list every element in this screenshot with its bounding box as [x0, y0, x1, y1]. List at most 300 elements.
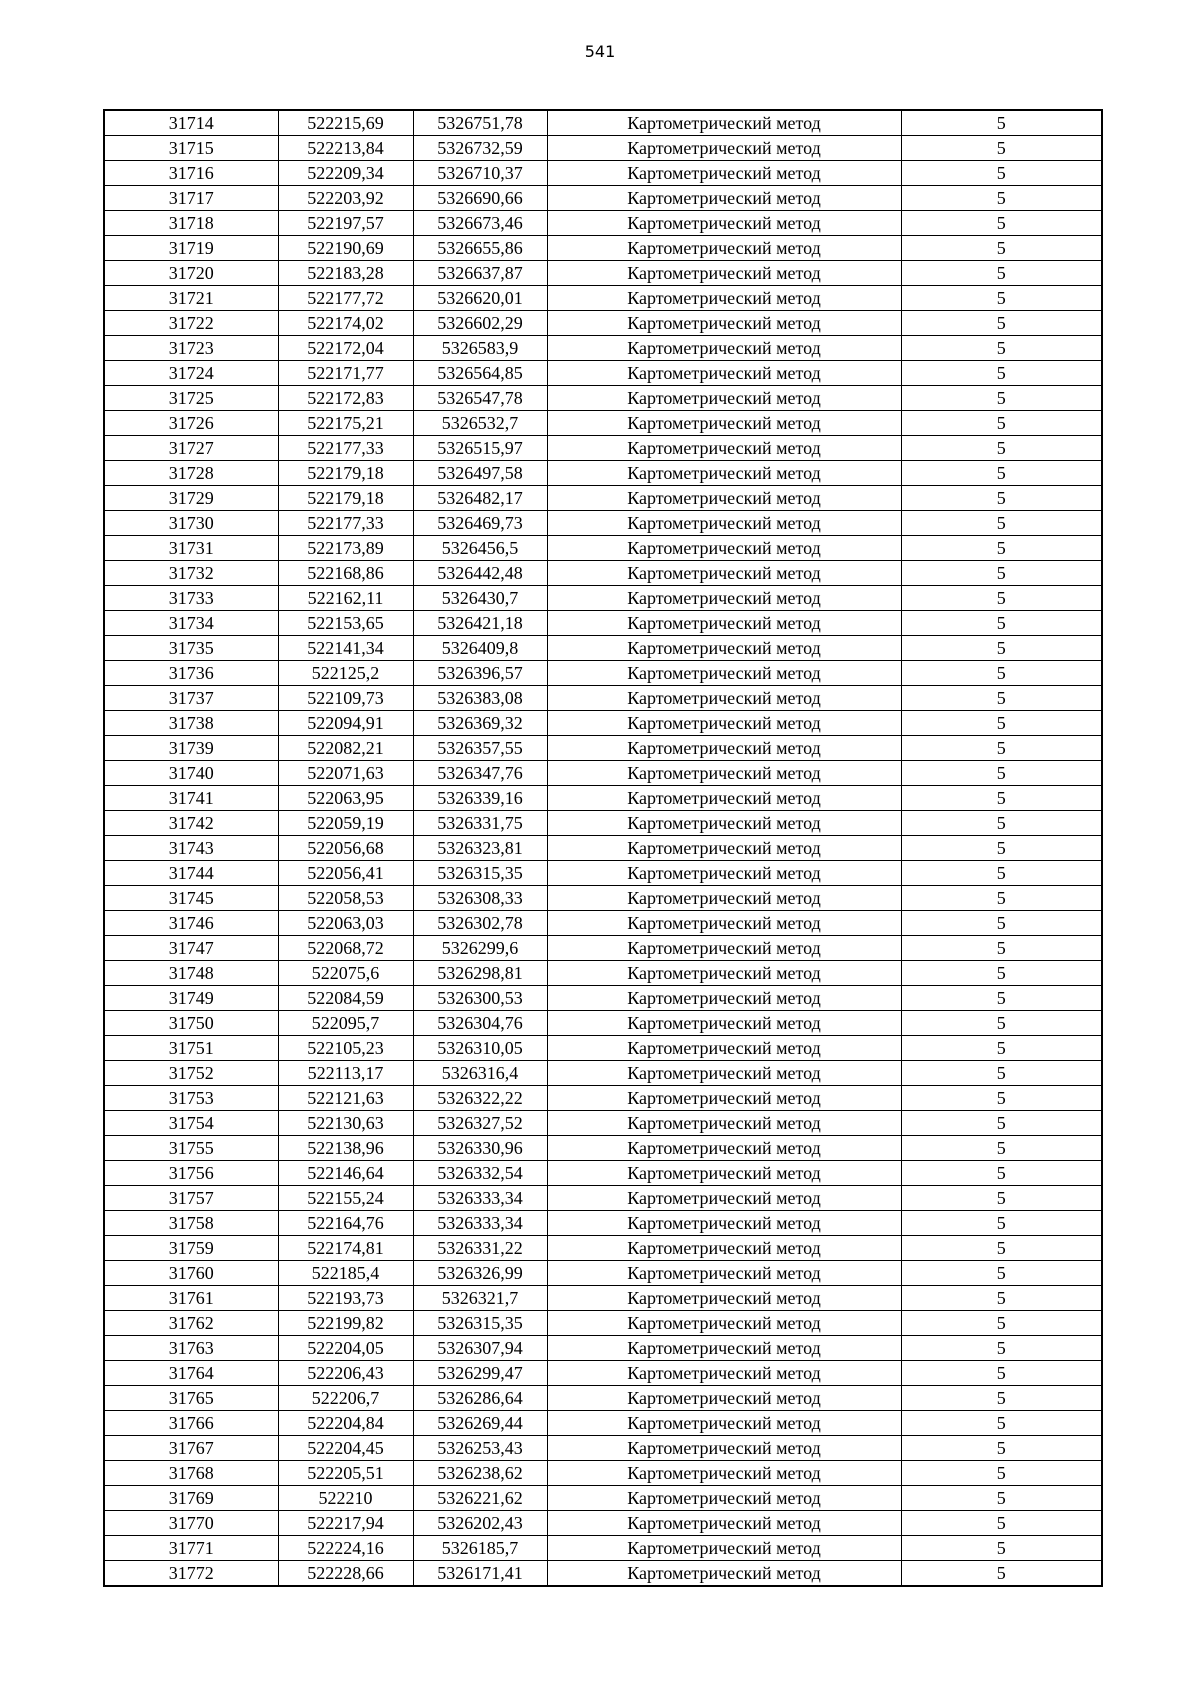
- point-number-cell: 31735: [104, 636, 278, 661]
- y-coordinate-cell: 5326253,43: [413, 1436, 547, 1461]
- accuracy-cell: 5: [901, 1311, 1102, 1336]
- y-coordinate-cell: 5326304,76: [413, 1011, 547, 1036]
- table-row: [104, 1061, 1102, 1086]
- point-number-cell: 31750: [104, 1011, 278, 1036]
- x-coordinate-cell: 522210: [278, 1486, 413, 1511]
- method-cell: Картометрический метод: [547, 611, 901, 636]
- x-coordinate-cell: 522105,23: [278, 1036, 413, 1061]
- accuracy-cell: 5: [901, 1536, 1102, 1561]
- point-number-cell: 31748: [104, 961, 278, 986]
- x-coordinate-cell: 522174,02: [278, 311, 413, 336]
- method-cell: Картометрический метод: [547, 1211, 901, 1236]
- method-cell: Картометрический метод: [547, 1436, 901, 1461]
- point-number-cell: 31768: [104, 1461, 278, 1486]
- table-row: [104, 1161, 1102, 1186]
- method-cell: Картометрический метод: [547, 1361, 901, 1386]
- page-number: 541: [584, 42, 616, 61]
- y-coordinate-cell: 5326330,96: [413, 1136, 547, 1161]
- point-number-cell: 31770: [104, 1511, 278, 1536]
- y-coordinate-cell: 5326430,7: [413, 586, 547, 611]
- y-coordinate-cell: 5326171,41: [413, 1561, 547, 1587]
- method-cell: Картометрический метод: [547, 786, 901, 811]
- method-cell: Картометрический метод: [547, 1111, 901, 1136]
- table-row: [104, 986, 1102, 1011]
- x-coordinate-cell: 522063,95: [278, 786, 413, 811]
- point-number-cell: 31745: [104, 886, 278, 911]
- y-coordinate-cell: 5326308,33: [413, 886, 547, 911]
- accuracy-cell: 5: [901, 1561, 1102, 1587]
- method-cell: Картометрический метод: [547, 961, 901, 986]
- method-cell: Картометрический метод: [547, 361, 901, 386]
- y-coordinate-cell: 5326602,29: [413, 311, 547, 336]
- y-coordinate-cell: 5326331,75: [413, 811, 547, 836]
- point-number-cell: 31716: [104, 161, 278, 186]
- x-coordinate-cell: 522068,72: [278, 936, 413, 961]
- accuracy-cell: 5: [901, 1086, 1102, 1111]
- point-number-cell: 31726: [104, 411, 278, 436]
- accuracy-cell: 5: [901, 1386, 1102, 1411]
- x-coordinate-cell: 522168,86: [278, 561, 413, 586]
- x-coordinate-cell: 522173,89: [278, 536, 413, 561]
- point-number-cell: 31746: [104, 911, 278, 936]
- y-coordinate-cell: 5326300,53: [413, 986, 547, 1011]
- accuracy-cell: 5: [901, 211, 1102, 236]
- point-number-cell: 31727: [104, 436, 278, 461]
- table-row: [104, 611, 1102, 636]
- method-cell: Картометрический метод: [547, 386, 901, 411]
- point-number-cell: 31740: [104, 761, 278, 786]
- point-number-cell: 31754: [104, 1111, 278, 1136]
- y-coordinate-cell: 5326185,7: [413, 1536, 547, 1561]
- table-row: [104, 836, 1102, 861]
- y-coordinate-cell: 5326299,47: [413, 1361, 547, 1386]
- x-coordinate-cell: 522209,34: [278, 161, 413, 186]
- method-cell: Картометрический метод: [547, 861, 901, 886]
- method-cell: Картометрический метод: [547, 1061, 901, 1086]
- x-coordinate-cell: 522113,17: [278, 1061, 413, 1086]
- x-coordinate-cell: 522213,84: [278, 136, 413, 161]
- method-cell: Картометрический метод: [547, 1536, 901, 1561]
- method-cell: Картометрический метод: [547, 1486, 901, 1511]
- x-coordinate-cell: 522109,73: [278, 686, 413, 711]
- method-cell: Картометрический метод: [547, 1011, 901, 1036]
- x-coordinate-cell: 522197,57: [278, 211, 413, 236]
- accuracy-cell: 5: [901, 461, 1102, 486]
- point-number-cell: 31756: [104, 1161, 278, 1186]
- y-coordinate-cell: 5326238,62: [413, 1461, 547, 1486]
- y-coordinate-cell: 5326269,44: [413, 1411, 547, 1436]
- accuracy-cell: 5: [901, 661, 1102, 686]
- x-coordinate-cell: 522063,03: [278, 911, 413, 936]
- point-number-cell: 31762: [104, 1311, 278, 1336]
- accuracy-cell: 5: [901, 886, 1102, 911]
- x-coordinate-cell: 522179,18: [278, 486, 413, 511]
- point-number-cell: 31751: [104, 1036, 278, 1061]
- y-coordinate-cell: 5326322,22: [413, 1086, 547, 1111]
- point-number-cell: 31757: [104, 1186, 278, 1211]
- x-coordinate-cell: 522121,63: [278, 1086, 413, 1111]
- point-number-cell: 31772: [104, 1561, 278, 1587]
- table-row: [104, 686, 1102, 711]
- method-cell: Картометрический метод: [547, 1186, 901, 1211]
- x-coordinate-cell: 522130,63: [278, 1111, 413, 1136]
- accuracy-cell: 5: [901, 986, 1102, 1011]
- y-coordinate-cell: 5326583,9: [413, 336, 547, 361]
- y-coordinate-cell: 5326221,62: [413, 1486, 547, 1511]
- method-cell: Картометрический метод: [547, 336, 901, 361]
- accuracy-cell: 5: [901, 186, 1102, 211]
- method-cell: Картометрический метод: [547, 261, 901, 286]
- point-number-cell: 31767: [104, 1436, 278, 1461]
- x-coordinate-cell: 522056,41: [278, 861, 413, 886]
- y-coordinate-cell: 5326547,78: [413, 386, 547, 411]
- table-row: [104, 1361, 1102, 1386]
- x-coordinate-cell: 522171,77: [278, 361, 413, 386]
- x-coordinate-cell: 522084,59: [278, 986, 413, 1011]
- method-cell: Картометрический метод: [547, 886, 901, 911]
- x-coordinate-cell: 522056,68: [278, 836, 413, 861]
- table-row: [104, 511, 1102, 536]
- table-body: [104, 110, 1102, 1586]
- table-row: [104, 911, 1102, 936]
- y-coordinate-cell: 5326637,87: [413, 261, 547, 286]
- y-coordinate-cell: 5326620,01: [413, 286, 547, 311]
- table-row: [104, 1486, 1102, 1511]
- table-row: [104, 236, 1102, 261]
- table-row: [104, 936, 1102, 961]
- method-cell: Картометрический метод: [547, 1461, 901, 1486]
- accuracy-cell: 5: [901, 236, 1102, 261]
- y-coordinate-cell: 5326732,59: [413, 136, 547, 161]
- table-row: [104, 361, 1102, 386]
- point-number-cell: 31729: [104, 486, 278, 511]
- y-coordinate-cell: 5326315,35: [413, 861, 547, 886]
- accuracy-cell: 5: [901, 961, 1102, 986]
- table-row: [104, 736, 1102, 761]
- x-coordinate-cell: 522125,2: [278, 661, 413, 686]
- method-cell: Картометрический метод: [547, 186, 901, 211]
- x-coordinate-cell: 522215,69: [278, 110, 413, 136]
- accuracy-cell: 5: [901, 736, 1102, 761]
- point-number-cell: 31744: [104, 861, 278, 886]
- accuracy-cell: 5: [901, 1336, 1102, 1361]
- table-row: [104, 110, 1102, 136]
- table-row: [104, 211, 1102, 236]
- method-cell: Картометрический метод: [547, 536, 901, 561]
- method-cell: Картометрический метод: [547, 1161, 901, 1186]
- method-cell: Картометрический метод: [547, 636, 901, 661]
- y-coordinate-cell: 5326515,97: [413, 436, 547, 461]
- point-number-cell: 31769: [104, 1486, 278, 1511]
- point-number-cell: 31737: [104, 686, 278, 711]
- method-cell: Картометрический метод: [547, 811, 901, 836]
- point-number-cell: 31723: [104, 336, 278, 361]
- x-coordinate-cell: 522138,96: [278, 1136, 413, 1161]
- x-coordinate-cell: 522141,34: [278, 636, 413, 661]
- y-coordinate-cell: 5326332,54: [413, 1161, 547, 1186]
- point-number-cell: 31715: [104, 136, 278, 161]
- table-row: [104, 311, 1102, 336]
- y-coordinate-cell: 5326409,8: [413, 636, 547, 661]
- point-number-cell: 31763: [104, 1336, 278, 1361]
- point-number-cell: 31761: [104, 1286, 278, 1311]
- accuracy-cell: 5: [901, 1161, 1102, 1186]
- accuracy-cell: 5: [901, 711, 1102, 736]
- y-coordinate-cell: 5326710,37: [413, 161, 547, 186]
- point-number-cell: 31717: [104, 186, 278, 211]
- accuracy-cell: 5: [901, 486, 1102, 511]
- x-coordinate-cell: 522172,04: [278, 336, 413, 361]
- point-number-cell: 31736: [104, 661, 278, 686]
- y-coordinate-cell: 5326316,4: [413, 1061, 547, 1086]
- accuracy-cell: 5: [901, 636, 1102, 661]
- y-coordinate-cell: 5326751,78: [413, 110, 547, 136]
- table-row: [104, 786, 1102, 811]
- x-coordinate-cell: 522179,18: [278, 461, 413, 486]
- method-cell: Картометрический метод: [547, 436, 901, 461]
- y-coordinate-cell: 5326298,81: [413, 961, 547, 986]
- accuracy-cell: 5: [901, 436, 1102, 461]
- x-coordinate-cell: 522185,4: [278, 1261, 413, 1286]
- accuracy-cell: 5: [901, 611, 1102, 636]
- x-coordinate-cell: 522155,24: [278, 1186, 413, 1211]
- accuracy-cell: 5: [901, 1136, 1102, 1161]
- point-number-cell: 31721: [104, 286, 278, 311]
- table-row: [104, 636, 1102, 661]
- method-cell: Картометрический метод: [547, 1136, 901, 1161]
- method-cell: Картометрический метод: [547, 761, 901, 786]
- y-coordinate-cell: 5326655,86: [413, 236, 547, 261]
- y-coordinate-cell: 5326347,76: [413, 761, 547, 786]
- accuracy-cell: 5: [901, 811, 1102, 836]
- accuracy-cell: 5: [901, 386, 1102, 411]
- table-row: [104, 1036, 1102, 1061]
- table-row: [104, 861, 1102, 886]
- y-coordinate-cell: 5326383,08: [413, 686, 547, 711]
- method-cell: Картометрический метод: [547, 1511, 901, 1536]
- accuracy-cell: 5: [901, 1461, 1102, 1486]
- table-row: [104, 1086, 1102, 1111]
- method-cell: Картометрический метод: [547, 1036, 901, 1061]
- x-coordinate-cell: 522153,65: [278, 611, 413, 636]
- y-coordinate-cell: 5326396,57: [413, 661, 547, 686]
- x-coordinate-cell: 522204,45: [278, 1436, 413, 1461]
- table-row: [104, 261, 1102, 286]
- method-cell: Картометрический метод: [547, 1286, 901, 1311]
- point-number-cell: 31749: [104, 986, 278, 1011]
- y-coordinate-cell: 5326469,73: [413, 511, 547, 536]
- table-row: [104, 1536, 1102, 1561]
- x-coordinate-cell: 522177,33: [278, 436, 413, 461]
- method-cell: Картометрический метод: [547, 1086, 901, 1111]
- table-row: [104, 1211, 1102, 1236]
- x-coordinate-cell: 522199,82: [278, 1311, 413, 1336]
- y-coordinate-cell: 5326315,35: [413, 1311, 547, 1336]
- point-number-cell: 31752: [104, 1061, 278, 1086]
- table-row: [104, 1186, 1102, 1211]
- x-coordinate-cell: 522172,83: [278, 386, 413, 411]
- accuracy-cell: 5: [901, 1261, 1102, 1286]
- accuracy-cell: 5: [901, 511, 1102, 536]
- point-number-cell: 31730: [104, 511, 278, 536]
- x-coordinate-cell: 522190,69: [278, 236, 413, 261]
- method-cell: Картометрический метод: [547, 711, 901, 736]
- table-row: [104, 486, 1102, 511]
- point-number-cell: 31725: [104, 386, 278, 411]
- accuracy-cell: 5: [901, 836, 1102, 861]
- table-row: [104, 411, 1102, 436]
- point-number-cell: 31747: [104, 936, 278, 961]
- table-row: [104, 961, 1102, 986]
- x-coordinate-cell: 522174,81: [278, 1236, 413, 1261]
- accuracy-cell: 5: [901, 1511, 1102, 1536]
- x-coordinate-cell: 522058,53: [278, 886, 413, 911]
- accuracy-cell: 5: [901, 536, 1102, 561]
- method-cell: Картометрический метод: [547, 136, 901, 161]
- table-row: [104, 1011, 1102, 1036]
- table-row: [104, 1436, 1102, 1461]
- accuracy-cell: 5: [901, 1061, 1102, 1086]
- table-row: [104, 586, 1102, 611]
- accuracy-cell: 5: [901, 686, 1102, 711]
- point-number-cell: 31733: [104, 586, 278, 611]
- x-coordinate-cell: 522206,43: [278, 1361, 413, 1386]
- y-coordinate-cell: 5326299,6: [413, 936, 547, 961]
- method-cell: Картометрический метод: [547, 486, 901, 511]
- table-row: [104, 761, 1102, 786]
- point-number-cell: 31739: [104, 736, 278, 761]
- method-cell: Картометрический метод: [547, 110, 901, 136]
- table-row: [104, 536, 1102, 561]
- point-number-cell: 31732: [104, 561, 278, 586]
- x-coordinate-cell: 522071,63: [278, 761, 413, 786]
- method-cell: Картометрический метод: [547, 1561, 901, 1587]
- point-number-cell: 31743: [104, 836, 278, 861]
- point-number-cell: 31753: [104, 1086, 278, 1111]
- x-coordinate-cell: 522204,05: [278, 1336, 413, 1361]
- table-row: [104, 711, 1102, 736]
- accuracy-cell: 5: [901, 1211, 1102, 1236]
- x-coordinate-cell: 522094,91: [278, 711, 413, 736]
- y-coordinate-cell: 5326456,5: [413, 536, 547, 561]
- accuracy-cell: 5: [901, 936, 1102, 961]
- y-coordinate-cell: 5326327,52: [413, 1111, 547, 1136]
- table-row: [104, 461, 1102, 486]
- table-row: [104, 1461, 1102, 1486]
- y-coordinate-cell: 5326307,94: [413, 1336, 547, 1361]
- method-cell: Картометрический метод: [547, 661, 901, 686]
- point-number-cell: 31722: [104, 311, 278, 336]
- x-coordinate-cell: 522193,73: [278, 1286, 413, 1311]
- accuracy-cell: 5: [901, 1186, 1102, 1211]
- x-coordinate-cell: 522059,19: [278, 811, 413, 836]
- point-number-cell: 31720: [104, 261, 278, 286]
- accuracy-cell: 5: [901, 336, 1102, 361]
- y-coordinate-cell: 5326310,05: [413, 1036, 547, 1061]
- method-cell: Картометрический метод: [547, 1411, 901, 1436]
- x-coordinate-cell: 522183,28: [278, 261, 413, 286]
- table-row: [104, 1111, 1102, 1136]
- table-row: [104, 661, 1102, 686]
- accuracy-cell: 5: [901, 1361, 1102, 1386]
- y-coordinate-cell: 5326532,7: [413, 411, 547, 436]
- accuracy-cell: 5: [901, 1436, 1102, 1461]
- table-row: [104, 811, 1102, 836]
- table-row: [104, 1136, 1102, 1161]
- x-coordinate-cell: 522164,76: [278, 1211, 413, 1236]
- table-row: [104, 1411, 1102, 1436]
- point-number-cell: 31724: [104, 361, 278, 386]
- accuracy-cell: 5: [901, 586, 1102, 611]
- accuracy-cell: 5: [901, 286, 1102, 311]
- x-coordinate-cell: 522228,66: [278, 1561, 413, 1587]
- coordinates-table: [103, 109, 1103, 1587]
- table-row: [104, 1511, 1102, 1536]
- x-coordinate-cell: 522082,21: [278, 736, 413, 761]
- table-row: [104, 1311, 1102, 1336]
- accuracy-cell: 5: [901, 761, 1102, 786]
- point-number-cell: 31731: [104, 536, 278, 561]
- accuracy-cell: 5: [901, 361, 1102, 386]
- table-row: [104, 1236, 1102, 1261]
- accuracy-cell: 5: [901, 1111, 1102, 1136]
- table-row: [104, 1336, 1102, 1361]
- point-number-cell: 31755: [104, 1136, 278, 1161]
- y-coordinate-cell: 5326497,58: [413, 461, 547, 486]
- table-row: [104, 436, 1102, 461]
- table-row: [104, 1386, 1102, 1411]
- y-coordinate-cell: 5326331,22: [413, 1236, 547, 1261]
- table-row: [104, 386, 1102, 411]
- accuracy-cell: 5: [901, 861, 1102, 886]
- point-number-cell: 31764: [104, 1361, 278, 1386]
- table-row: [104, 136, 1102, 161]
- accuracy-cell: 5: [901, 261, 1102, 286]
- table-row: [104, 336, 1102, 361]
- accuracy-cell: 5: [901, 411, 1102, 436]
- y-coordinate-cell: 5326326,99: [413, 1261, 547, 1286]
- method-cell: Картометрический метод: [547, 461, 901, 486]
- x-coordinate-cell: 522204,84: [278, 1411, 413, 1436]
- point-number-cell: 31734: [104, 611, 278, 636]
- table-row: [104, 1561, 1102, 1587]
- method-cell: Картометрический метод: [547, 1261, 901, 1286]
- x-coordinate-cell: 522146,64: [278, 1161, 413, 1186]
- x-coordinate-cell: 522205,51: [278, 1461, 413, 1486]
- method-cell: Картометрический метод: [547, 561, 901, 586]
- accuracy-cell: 5: [901, 1236, 1102, 1261]
- y-coordinate-cell: 5326421,18: [413, 611, 547, 636]
- point-number-cell: 31760: [104, 1261, 278, 1286]
- point-number-cell: 31758: [104, 1211, 278, 1236]
- accuracy-cell: 5: [901, 1286, 1102, 1311]
- x-coordinate-cell: 522162,11: [278, 586, 413, 611]
- y-coordinate-cell: 5326564,85: [413, 361, 547, 386]
- y-coordinate-cell: 5326482,17: [413, 486, 547, 511]
- x-coordinate-cell: 522177,33: [278, 511, 413, 536]
- method-cell: Картометрический метод: [547, 736, 901, 761]
- point-number-cell: 31741: [104, 786, 278, 811]
- accuracy-cell: 5: [901, 1486, 1102, 1511]
- point-number-cell: 31728: [104, 461, 278, 486]
- table-row: [104, 186, 1102, 211]
- point-number-cell: 31738: [104, 711, 278, 736]
- point-number-cell: 31771: [104, 1536, 278, 1561]
- method-cell: Картометрический метод: [547, 161, 901, 186]
- method-cell: Картометрический метод: [547, 1386, 901, 1411]
- method-cell: Картометрический метод: [547, 1311, 901, 1336]
- accuracy-cell: 5: [901, 1036, 1102, 1061]
